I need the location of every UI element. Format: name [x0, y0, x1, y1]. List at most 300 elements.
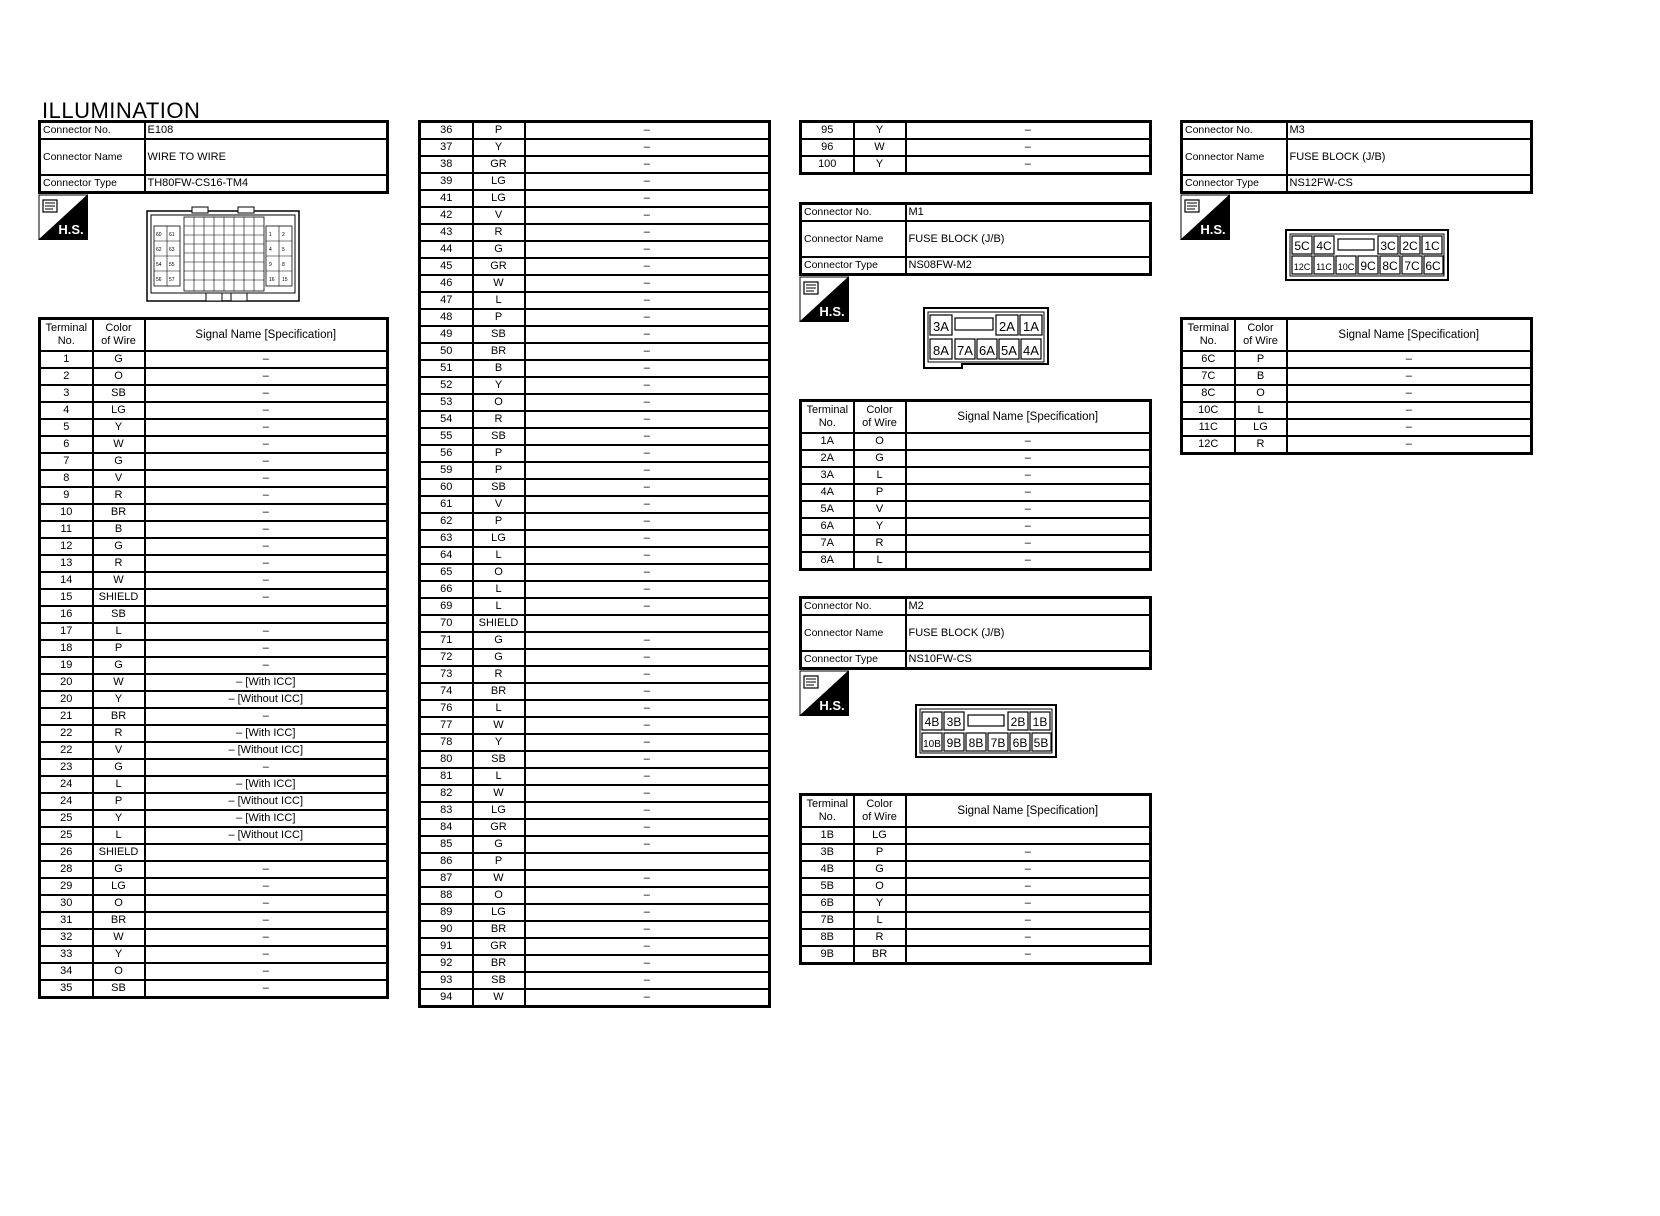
wire-color: P [93, 793, 145, 810]
terminal-no: 10 [40, 504, 93, 521]
hs-label: H.S. [819, 698, 845, 713]
wire-color: GR [473, 258, 525, 275]
signal-name: – [1287, 402, 1532, 419]
terminal-no: 95 [801, 122, 854, 140]
terminal-no: 34 [40, 963, 93, 980]
connector-name-label: Connector Name [40, 139, 145, 175]
terminal-no: 6C [1182, 351, 1235, 368]
e108-pin-1: 1 [269, 232, 272, 238]
table-row [1182, 351, 1532, 368]
wire-color: W [854, 139, 906, 156]
signal-name: – [906, 878, 1151, 895]
signal-name: – [145, 912, 388, 929]
terminal-no: 9 [40, 487, 93, 504]
wire-color: SB [473, 428, 525, 445]
wire-color: B [473, 360, 525, 377]
signal-name: – [525, 870, 770, 887]
signal-name: – [906, 122, 1151, 140]
signal-name: – [525, 309, 770, 326]
signal-name: – [906, 861, 1151, 878]
wire-color: V [473, 496, 525, 513]
wire-color: O [473, 564, 525, 581]
table-row [801, 122, 1151, 140]
terminal-no: 8B [801, 929, 854, 946]
table-row [420, 751, 770, 768]
table-row [40, 657, 388, 674]
terminal-no: 6B [801, 895, 854, 912]
wire-color: W [93, 436, 145, 453]
signal-name: – [525, 632, 770, 649]
wire-color: BR [93, 912, 145, 929]
table-row [801, 450, 1151, 467]
terminal-no: 61 [420, 496, 473, 513]
connector-no-label: Connector No. [801, 598, 906, 616]
terminal-no: 11 [40, 521, 93, 538]
table-row [40, 572, 388, 589]
wire-color: R [93, 487, 145, 504]
table-row [40, 453, 388, 470]
table-row [801, 912, 1151, 929]
signal-name: – [906, 895, 1151, 912]
m3-pin-11c: 11C [1316, 262, 1332, 272]
m3-pin-4c: 4C [1316, 239, 1332, 253]
hs-icon [1180, 194, 1230, 245]
m1-rows [801, 433, 1151, 570]
terminal-no: 71 [420, 632, 473, 649]
table-row [801, 518, 1151, 535]
wire-color: LG [93, 878, 145, 895]
signal-name: – [145, 385, 388, 402]
wire-color: Y [473, 734, 525, 751]
signal-name: – [525, 598, 770, 615]
table-row [420, 989, 770, 1007]
e108-terminal-table-a [38, 317, 389, 999]
table-row [40, 504, 388, 521]
table-row [420, 462, 770, 479]
wire-color: SB [93, 606, 145, 623]
signal-name: – [1287, 368, 1532, 385]
signal-name: – [525, 292, 770, 309]
signal-name: – [145, 895, 388, 912]
wire-color: Y [854, 895, 906, 912]
signal-name: – [906, 552, 1151, 570]
table-row [801, 929, 1151, 946]
terminal-no: 23 [40, 759, 93, 776]
header-terminal: Terminal No. [40, 319, 93, 352]
wire-color: P [473, 462, 525, 479]
terminal-no: 25 [40, 827, 93, 844]
table-row [420, 904, 770, 921]
e108-pin-62: 62 [156, 247, 162, 253]
signal-name: – [906, 433, 1151, 450]
table-row [420, 343, 770, 360]
terminal-no: 50 [420, 343, 473, 360]
terminal-no: 31 [40, 912, 93, 929]
m3-pin-1c: 1C [1424, 239, 1440, 253]
table-row [40, 912, 388, 929]
signal-name: – [525, 156, 770, 173]
signal-name: – [145, 640, 388, 657]
terminal-no: 9B [801, 946, 854, 964]
signal-name: – [145, 538, 388, 555]
table-row [420, 139, 770, 156]
header-terminal: Terminal No. [801, 795, 854, 828]
table-row [801, 827, 1151, 844]
hs-icon [38, 194, 88, 245]
wire-color: P [473, 309, 525, 326]
m2-pin-9b: 9B [946, 736, 962, 750]
wire-color: L [473, 700, 525, 717]
wire-color: SHIELD [93, 844, 145, 861]
terminal-no: 4B [801, 861, 854, 878]
table-row [40, 708, 388, 725]
table-row [40, 980, 388, 998]
m1-pin-7a: 7A [957, 343, 973, 358]
connector-name-label: Connector Name [1182, 139, 1287, 175]
terminal-no: 22 [40, 725, 93, 742]
signal-name: – [525, 989, 770, 1007]
terminal-no: 10C [1182, 402, 1235, 419]
hs-label: H.S. [58, 222, 84, 237]
table-row [40, 589, 388, 606]
m1-pin-6a: 6A [979, 343, 995, 358]
wire-color: O [473, 887, 525, 904]
table-row [801, 895, 1151, 912]
connector-name-value: WIRE TO WIRE [145, 139, 388, 175]
table-row [40, 385, 388, 402]
table-row [420, 581, 770, 598]
wire-color: L [854, 912, 906, 929]
table-row [40, 640, 388, 657]
signal-name: – [525, 683, 770, 700]
table-row [801, 946, 1151, 964]
signal-name: – [525, 258, 770, 275]
signal-name: – [525, 377, 770, 394]
table-row [420, 938, 770, 955]
table-row [40, 963, 388, 980]
table-row [1182, 402, 1532, 419]
m3-pin-12c: 12C [1293, 262, 1311, 272]
signal-name: – [906, 484, 1151, 501]
wire-color: W [93, 572, 145, 589]
wire-color: G [93, 538, 145, 555]
table-row [801, 433, 1151, 450]
terminal-no: 28 [40, 861, 93, 878]
m2-pin-3b: 3B [946, 715, 962, 729]
signal-name: – [525, 717, 770, 734]
signal-name: – [525, 275, 770, 292]
wire-color: L [473, 768, 525, 785]
signal-name: – [525, 802, 770, 819]
terminal-no: 88 [420, 887, 473, 904]
signal-name: – [525, 819, 770, 836]
wire-color: O [93, 895, 145, 912]
signal-name: – [Without ICC] [145, 793, 388, 810]
terminal-no: 43 [420, 224, 473, 241]
signal-name: – [525, 428, 770, 445]
terminal-no: 20 [40, 674, 93, 691]
table-row [420, 564, 770, 581]
table-row [40, 521, 388, 538]
terminal-no: 70 [420, 615, 473, 632]
connector-name-value: FUSE BLOCK (J/B) [906, 221, 1151, 257]
header-signal: Signal Name [Specification] [906, 401, 1151, 434]
m2-pin-10b: 10B [923, 739, 941, 750]
connector-no-label: Connector No. [1182, 122, 1287, 140]
table-row [420, 649, 770, 666]
wire-color: G [854, 450, 906, 467]
table-row [420, 479, 770, 496]
terminal-no: 15 [40, 589, 93, 606]
table-row [420, 785, 770, 802]
terminal-no: 29 [40, 878, 93, 895]
table-row [420, 870, 770, 887]
terminal-no: 93 [420, 972, 473, 989]
signal-name: – [525, 921, 770, 938]
table-row [420, 122, 770, 140]
table-row [801, 844, 1151, 861]
connector-type-label: Connector Type [801, 257, 906, 275]
terminal-no: 36 [420, 122, 473, 140]
wire-color: L [473, 292, 525, 309]
signal-name: – [525, 530, 770, 547]
table-row [801, 535, 1151, 552]
table-row [40, 606, 388, 623]
terminal-no: 90 [420, 921, 473, 938]
wire-color: R [93, 725, 145, 742]
table-row [801, 484, 1151, 501]
terminal-no: 83 [420, 802, 473, 819]
m2-pin-6b: 6B [1012, 736, 1028, 750]
wire-color: G [473, 241, 525, 258]
m1-info [799, 202, 1152, 276]
signal-name: – [525, 479, 770, 496]
table-row [420, 309, 770, 326]
table-row [40, 725, 388, 742]
terminal-no: 84 [420, 819, 473, 836]
wire-color: W [473, 870, 525, 887]
wire-color: G [473, 836, 525, 853]
terminal-no: 73 [420, 666, 473, 683]
signal-name: – [525, 547, 770, 564]
table-row [420, 224, 770, 241]
e108-pin-56: 56 [156, 277, 162, 283]
wire-color: L [93, 623, 145, 640]
wire-color: G [93, 657, 145, 674]
table-row [40, 793, 388, 810]
wire-color: BR [854, 946, 906, 964]
signal-name: – [525, 173, 770, 190]
m2-pin-5b: 5B [1033, 736, 1049, 750]
connector-no-value: M1 [906, 204, 1151, 222]
connector-name-label: Connector Name [801, 615, 906, 651]
table-row [420, 190, 770, 207]
terminal-no: 7 [40, 453, 93, 470]
table-row [420, 802, 770, 819]
table-row [801, 861, 1151, 878]
table-row [420, 666, 770, 683]
wire-color: LG [473, 530, 525, 547]
terminal-no: 72 [420, 649, 473, 666]
table-row [420, 428, 770, 445]
terminal-no: 69 [420, 598, 473, 615]
signal-name: – [145, 963, 388, 980]
signal-name: – [145, 589, 388, 606]
terminal-no: 65 [420, 564, 473, 581]
table-row [40, 674, 388, 691]
m1-pin-2a: 2A [999, 319, 1015, 334]
terminal-no: 1 [40, 351, 93, 368]
header-terminal: Terminal No. [1182, 319, 1235, 352]
m1-pin-1a: 1A [1023, 319, 1039, 334]
wire-color: L [854, 552, 906, 570]
signal-name: – [525, 972, 770, 989]
signal-name: – [145, 436, 388, 453]
e108-a-rows [40, 351, 388, 998]
table-row [40, 351, 388, 368]
signal-name: – [525, 326, 770, 343]
terminal-no: 86 [420, 853, 473, 870]
signal-name: – [525, 224, 770, 241]
terminal-no: 45 [420, 258, 473, 275]
wire-color: B [93, 521, 145, 538]
table-row [420, 547, 770, 564]
table-row [1182, 419, 1532, 436]
wire-color: V [93, 742, 145, 759]
terminal-no: 3B [801, 844, 854, 861]
table-row [40, 861, 388, 878]
table-row [40, 538, 388, 555]
wire-color: SB [473, 326, 525, 343]
signal-name [525, 615, 770, 632]
table-row [40, 368, 388, 385]
table-row [420, 360, 770, 377]
table-row [1182, 436, 1532, 454]
terminal-no: 13 [40, 555, 93, 572]
terminal-no: 77 [420, 717, 473, 734]
m3-pin-6c: 6C [1425, 259, 1441, 273]
connector-type-label: Connector Type [1182, 175, 1287, 193]
table-row [40, 436, 388, 453]
terminal-no: 3A [801, 467, 854, 484]
table-row [420, 683, 770, 700]
table-row [420, 530, 770, 547]
m2-connector-diagram [914, 703, 1058, 764]
e108-pin-4: 4 [269, 247, 272, 253]
terminal-no: 89 [420, 904, 473, 921]
signal-name: – [525, 139, 770, 156]
terminal-no: 35 [40, 980, 93, 998]
connector-name-label: Connector Name [801, 221, 906, 257]
table-row [420, 258, 770, 275]
header-signal: Signal Name [Specification] [906, 795, 1151, 828]
m3-pin-7c: 7C [1404, 259, 1420, 273]
terminal-no: 1A [801, 433, 854, 450]
table-row [40, 827, 388, 844]
m1-pin-3a: 3A [933, 319, 949, 334]
table-row [1182, 385, 1532, 402]
table-row [420, 615, 770, 632]
connector-no-label: Connector No. [40, 122, 145, 140]
m2-rows [801, 827, 1151, 964]
signal-name: – [525, 768, 770, 785]
wire-color: SB [473, 479, 525, 496]
wire-color: O [473, 394, 525, 411]
terminal-no: 63 [420, 530, 473, 547]
table-row [40, 878, 388, 895]
terminal-no: 55 [420, 428, 473, 445]
m2-pin-7b: 7B [990, 736, 1006, 750]
signal-name: – [145, 419, 388, 436]
wire-color: P [1235, 351, 1287, 368]
terminal-no: 76 [420, 700, 473, 717]
wire-color: LG [1235, 419, 1287, 436]
table-row [420, 700, 770, 717]
terminal-no: 49 [420, 326, 473, 343]
connector-no-value: M2 [906, 598, 1151, 616]
terminal-no: 82 [420, 785, 473, 802]
table-row [420, 972, 770, 989]
m2-pin-1b: 1B [1032, 715, 1048, 729]
wire-color: R [854, 929, 906, 946]
signal-name: – [525, 207, 770, 224]
terminal-no: 17 [40, 623, 93, 640]
signal-name: – [525, 581, 770, 598]
terminal-no: 56 [420, 445, 473, 462]
terminal-no: 54 [420, 411, 473, 428]
wire-color: Y [473, 139, 525, 156]
wire-color: GR [473, 938, 525, 955]
wire-color: B [1235, 368, 1287, 385]
wire-color: G [854, 861, 906, 878]
terminal-no: 7C [1182, 368, 1235, 385]
terminal-no: 8C [1182, 385, 1235, 402]
signal-name: – [525, 241, 770, 258]
wire-color: R [473, 224, 525, 241]
signal-name: – [906, 467, 1151, 484]
header-color: Color of Wire [93, 319, 145, 352]
signal-name: – [1287, 351, 1532, 368]
m1-pin-8a: 8A [933, 343, 949, 358]
m1-connector-diagram [922, 306, 1050, 375]
signal-name: – [Without ICC] [145, 827, 388, 844]
signal-name: – [145, 504, 388, 521]
terminal-no: 6A [801, 518, 854, 535]
terminal-no: 30 [40, 895, 93, 912]
signal-name: – [525, 343, 770, 360]
table-row [420, 632, 770, 649]
table-row [40, 623, 388, 640]
e108-terminal-table-c [799, 120, 1152, 175]
wire-color: P [473, 122, 525, 140]
wire-color: Y [854, 122, 906, 140]
wire-color: Y [93, 691, 145, 708]
wire-color: LG [93, 402, 145, 419]
terminal-no: 4 [40, 402, 93, 419]
terminal-no: 14 [40, 572, 93, 589]
signal-name: – [1287, 436, 1532, 454]
signal-name [145, 844, 388, 861]
table-row [40, 742, 388, 759]
signal-name [906, 827, 1151, 844]
table-row [420, 887, 770, 904]
wire-color: L [473, 581, 525, 598]
table-row [40, 470, 388, 487]
wire-color: SB [93, 980, 145, 998]
wire-color: G [93, 759, 145, 776]
signal-name: – [With ICC] [145, 810, 388, 827]
wire-color: L [93, 827, 145, 844]
